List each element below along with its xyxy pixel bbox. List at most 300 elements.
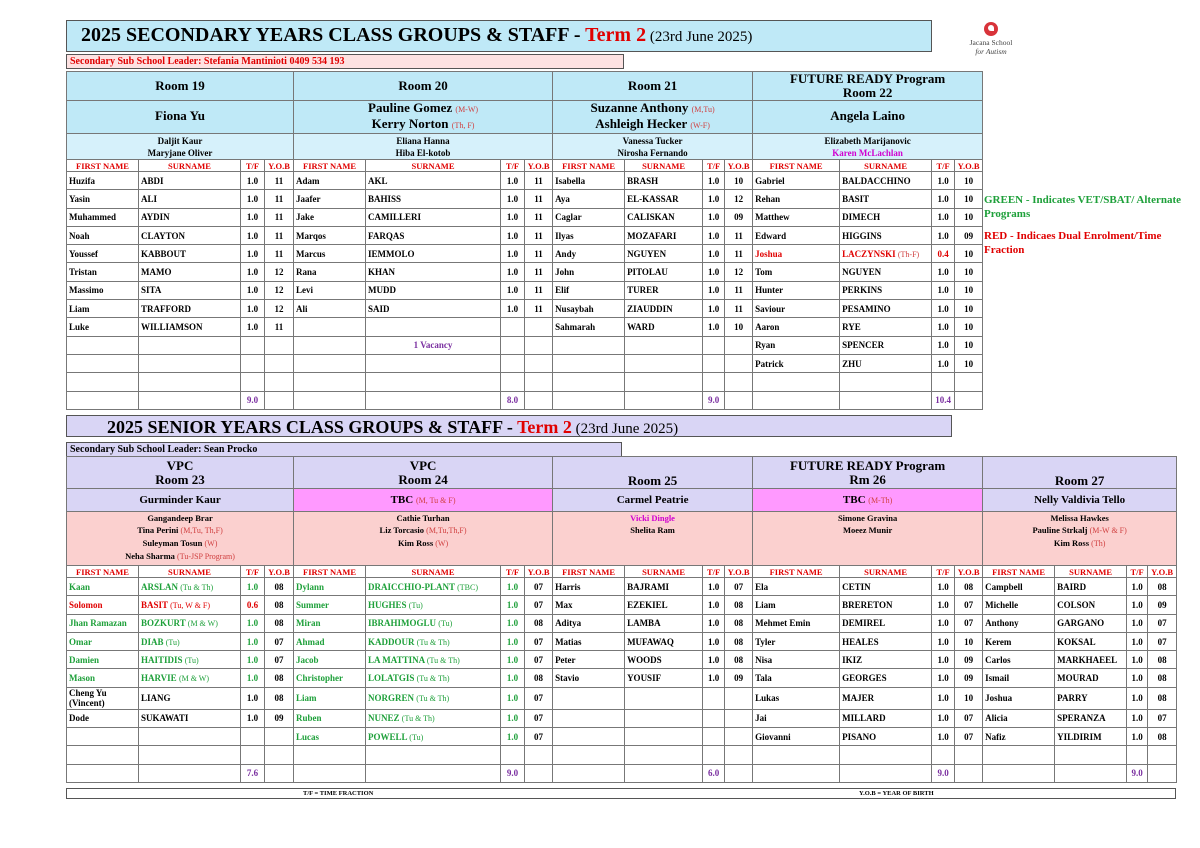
surname-text: CALISKAN [627,212,675,223]
student-time-fraction: 1.0 [932,226,955,244]
room-staff [553,134,753,160]
student-year-of-birth: 08 [1148,578,1177,596]
student-first-name [753,746,840,764]
student-surname [139,172,241,190]
student-time-fraction: 1.0 [703,669,725,687]
student-surname [139,300,241,318]
total-spacer [1148,764,1177,782]
surname-text: MOURAD [1057,673,1099,684]
student-time-fraction: 1.0 [241,226,265,244]
student-year-of-birth: 09 [725,669,753,687]
student-surname [840,336,932,354]
student-surname [139,281,241,299]
student-year-of-birth: 11 [525,281,553,299]
student-surname [1055,578,1127,596]
student-time-fraction: 1.0 [1127,709,1148,727]
column-header: T/F [703,160,725,172]
surname-text: PITOLAU [627,267,668,278]
student-surname [366,709,501,727]
student-year-of-birth: 08 [1148,669,1177,687]
student-first-name: Gabriel [753,172,840,190]
surname-text: MILLARD [842,713,886,724]
surname-text: BAJRAMI [627,581,670,592]
student-first-name: Ismail [983,669,1055,687]
secondary-title [66,20,932,52]
student-year-of-birth: 12 [265,281,294,299]
surname-text: NGUYEN [627,248,667,259]
surname-text: DEMIREL [842,618,886,629]
student-surname [139,651,241,669]
room-staff [983,512,1177,566]
surname-text: DIMECH [842,212,881,223]
surname-text: PISANO [842,731,877,742]
student-time-fraction: 1.0 [241,172,265,190]
surname-text: KHAN [368,267,396,278]
student-year-of-birth: 07 [955,596,983,614]
student-time-fraction: 1.0 [703,245,725,263]
surname-text: ZIAUDDIN [627,303,673,314]
student-days: (M & W) [187,619,218,629]
student-surname [139,373,241,391]
student-surname [139,336,241,354]
staff-days: (W) [435,539,449,548]
student-surname [139,263,241,281]
student-surname [625,245,703,263]
legend-green: GREEN - Indicates VET/SBAT/ Alternate Programs [984,194,1181,220]
student-time-fraction: 1.0 [501,596,525,614]
student-time-fraction: 1.0 [1127,596,1148,614]
surname-text: BRERETON [842,599,893,610]
footer-legend [66,788,1176,799]
room-total: 9.0 [241,391,265,409]
room-number: Rm 26 [849,471,886,487]
student-first-name: Saviour [753,300,840,318]
student-surname [1055,614,1127,632]
student-year-of-birth [265,728,294,746]
student-first-name: Ilyas [553,226,625,244]
column-header: FIRST NAME [553,566,625,578]
student-year-of-birth: 11 [265,172,294,190]
room-name [294,457,553,489]
surname-text: BOZKURT [141,618,186,629]
student-first-name: Caglar [553,208,625,226]
secondary-date: (23rd June 2025) [646,29,753,45]
total-spacer [366,764,501,782]
surname-text: LAMBA [627,618,661,629]
total-spacer [955,764,983,782]
student-first-name: Muhammed [67,208,139,226]
column-header: Y.O.B [525,160,553,172]
staff-days: (W) [204,539,218,548]
student-days: (Tu & Th) [416,637,450,647]
student-surname [366,354,501,372]
staff-name: Daljit Kaur [157,135,203,146]
student-time-fraction: 1.0 [932,669,955,687]
staff-name: Eliana Hanna [396,135,450,146]
room-total: 7.6 [241,764,265,782]
surname-text: HAITIDIS [141,654,183,665]
student-first-name: Christopher [294,669,366,687]
student-first-name: Campbell [983,578,1055,596]
staff-days: (M-W & F) [1089,526,1127,535]
surname-text: HUGHES [368,599,407,610]
student-year-of-birth: 08 [1148,651,1177,669]
surname-text: IBRAHIMOGLU [368,618,437,629]
student-year-of-birth [525,318,553,336]
surname-text: CAMILLERI [368,212,422,223]
room-total: 9.0 [932,764,955,782]
student-first-name: Carlos [983,651,1055,669]
student-surname [625,336,703,354]
total-spacer [725,764,753,782]
room-staff [294,512,553,566]
student-first-name: Ahmad [294,632,366,650]
student-surname [366,172,501,190]
student-first-name: Sahmarah [553,318,625,336]
student-first-name: Lukas [753,687,840,709]
student-surname [840,709,932,727]
staff-name: Simone Gravina [837,513,898,523]
student-year-of-birth: 10 [725,172,753,190]
student-surname [366,226,501,244]
student-first-name: Nisa [753,651,840,669]
staff-name: Shelita Ram [630,525,675,535]
room-number: Room 22 [842,85,893,100]
surname-text: GEORGES [842,673,887,684]
student-time-fraction: 1.0 [932,632,955,650]
staff-name: Pauline Strkalj [1032,525,1088,535]
student-first-name: Cheng Yu (Vincent) [67,687,139,709]
student-surname [625,318,703,336]
student-time-fraction [501,318,525,336]
surname-text: AYDIN [141,212,170,223]
student-first-name: Elif [553,281,625,299]
vacancy-label: 1 Vacancy [413,340,453,351]
student-first-name: Tyler [753,632,840,650]
surname-text: HIGGINS [842,230,882,241]
student-surname [366,281,501,299]
room-title: Room 19 [155,78,205,93]
student-first-name: Jai [753,709,840,727]
student-first-name: Adam [294,172,366,190]
senior-date: (23rd June 2025) [571,421,679,437]
student-year-of-birth: 07 [1148,632,1177,650]
student-year-of-birth: 11 [725,226,753,244]
student-first-name: Marqos [294,226,366,244]
student-year-of-birth: 07 [525,596,553,614]
student-first-name: Kaan [67,578,139,596]
surname-text: TURER [627,285,659,296]
student-first-name: Alicia [983,709,1055,727]
room-number: Room 27 [1054,473,1105,488]
student-surname [840,208,932,226]
student-surname [139,614,241,632]
student-time-fraction: 1.0 [703,172,725,190]
student-first-name: Marcus [294,245,366,263]
senior-title [66,415,952,437]
student-surname [625,651,703,669]
surname-text: NGUYEN [842,267,882,278]
student-surname [625,746,703,764]
student-year-of-birth [525,746,553,764]
student-surname [366,373,501,391]
student-time-fraction: 1.0 [703,614,725,632]
student-time-fraction: 1.0 [241,651,265,669]
student-time-fraction: 1.0 [501,669,525,687]
student-surname [366,190,501,208]
student-year-of-birth [1148,746,1177,764]
student-year-of-birth: 08 [525,614,553,632]
student-surname [840,578,932,596]
surname-text: DRAICCHIO-PLANT [368,581,455,592]
surname-text: WOODS [627,654,662,665]
column-header: SURNAME [366,566,501,578]
student-first-name: Hunter [753,281,840,299]
total-spacer [525,391,553,409]
student-first-name: Patrick [753,354,840,372]
student-first-name: Noah [67,226,139,244]
student-first-name: Rehan [753,190,840,208]
student-days: (TBC) [457,582,479,592]
room-teacher [553,101,753,134]
student-year-of-birth: 10 [955,632,983,650]
student-time-fraction: 1.0 [241,263,265,281]
senior-class-table [66,456,1177,783]
student-time-fraction: 1.0 [932,687,955,709]
student-time-fraction: 1.0 [932,281,955,299]
surname-text: MAMO [141,267,172,278]
total-spacer [294,391,366,409]
teacher-name: TBC [842,493,866,506]
column-header: FIRST NAME [294,566,366,578]
secondary-class-table [66,71,983,410]
student-time-fraction: 1.0 [501,263,525,281]
student-time-fraction [501,746,525,764]
student-first-name [753,373,840,391]
room-teacher [67,489,294,512]
student-year-of-birth: 11 [725,281,753,299]
surname-text: DIAB [141,636,164,647]
student-time-fraction: 1.0 [241,190,265,208]
student-first-name [67,746,139,764]
student-time-fraction: 1.0 [932,614,955,632]
student-time-fraction: 1.0 [241,632,265,650]
student-time-fraction: 1.0 [932,190,955,208]
column-header: T/F [932,160,955,172]
student-days: (Tu, W & F) [170,600,210,610]
surname-text: RYE [842,322,861,333]
student-surname [366,746,501,764]
surname-text: TRAFFORD [141,303,191,314]
student-first-name: Ryan [753,336,840,354]
surname-text: GARGANO [1057,618,1105,629]
student-surname [1055,669,1127,687]
student-first-name: Ruben [294,709,366,727]
student-surname [840,373,932,391]
total-spacer [67,764,139,782]
student-time-fraction: 1.0 [703,208,725,226]
room-title: VPC [409,457,437,473]
student-time-fraction: 1.0 [241,300,265,318]
student-first-name: Liam [294,687,366,709]
student-year-of-birth: 11 [265,226,294,244]
student-first-name: Matias [553,632,625,650]
student-surname [840,190,932,208]
student-first-name: Youssef [67,245,139,263]
staff-name: Neha Sharma [125,551,175,561]
surname-text: HEALES [842,636,879,647]
student-first-name [553,354,625,372]
student-surname [139,709,241,727]
student-year-of-birth: 07 [525,632,553,650]
secondary-leader: Secondary Sub School Leader: Stefania Mantinioti 0409 534 193 [66,54,624,69]
total-spacer [265,391,294,409]
surname-text: YILDIRIM [1057,731,1102,742]
student-surname [1055,596,1127,614]
surname-text: HARVIE [141,673,177,684]
student-first-name: Joshua [983,687,1055,709]
surname-text: WARD [627,322,655,333]
student-time-fraction: 1.0 [1127,651,1148,669]
student-time-fraction: 1.0 [932,318,955,336]
column-header: T/F [501,566,525,578]
surname-text: LA MATTINA [368,654,425,665]
column-header: Y.O.B [725,160,753,172]
student-days: (Tu) [165,637,180,647]
student-year-of-birth: 08 [725,614,753,632]
student-surname [1055,746,1127,764]
surname-text: ZHU [842,358,862,369]
student-first-name: Lucas [294,728,366,746]
footer-tf: T/F = TIME FRACTION [303,790,374,797]
student-time-fraction [1127,746,1148,764]
student-first-name [67,373,139,391]
student-time-fraction [932,373,955,391]
column-header: Y.O.B [265,566,294,578]
student-year-of-birth: 08 [265,596,294,614]
column-header: FIRST NAME [983,566,1055,578]
teacher-days: (W-F) [690,121,710,130]
student-time-fraction: 1.0 [703,281,725,299]
student-first-name: Nusaybah [553,300,625,318]
student-year-of-birth: 09 [955,226,983,244]
student-time-fraction [501,373,525,391]
student-first-name: Joshua [753,245,840,263]
room-staff [753,134,983,160]
student-year-of-birth: 11 [265,208,294,226]
student-surname [1055,687,1127,709]
student-time-fraction: 1.0 [241,687,265,709]
student-first-name: Jake [294,208,366,226]
surname-text: NORGREN [368,693,415,704]
student-time-fraction: 1.0 [703,263,725,281]
student-time-fraction: 1.0 [501,632,525,650]
staff-days: (M,Tu, Th,F) [180,526,223,535]
logo-line2: for Autism [975,47,1007,56]
student-first-name: Andy [553,245,625,263]
student-surname [139,746,241,764]
student-surname [625,373,703,391]
student-year-of-birth: 08 [725,632,753,650]
room-name [553,72,753,101]
student-first-name [67,728,139,746]
student-surname [366,578,501,596]
student-time-fraction [501,354,525,372]
student-first-name: Massimo [67,281,139,299]
student-time-fraction: 0.6 [241,596,265,614]
student-first-name: Matthew [753,208,840,226]
surname-text: MUDD [368,285,397,296]
student-year-of-birth [525,354,553,372]
student-surname [139,669,241,687]
teacher-days: (M, Tu & F) [415,495,456,505]
student-first-name: Dylann [294,578,366,596]
teacher-days: (Th, F) [451,121,475,130]
student-first-name [553,728,625,746]
room-teacher [67,101,294,134]
student-first-name: Aya [553,190,625,208]
teacher-name: Fiona Yu [155,108,205,123]
surname-text: KABBOUT [141,248,187,259]
student-year-of-birth [725,336,753,354]
student-time-fraction: 1.0 [241,318,265,336]
student-first-name: Ela [753,578,840,596]
student-year-of-birth: 08 [725,596,753,614]
surname-text: BAIRD [1057,581,1087,592]
student-surname [625,281,703,299]
column-header: FIRST NAME [294,160,366,172]
student-first-name: John [553,263,625,281]
column-header: SURNAME [366,160,501,172]
room-name [753,72,983,101]
student-year-of-birth: 07 [955,614,983,632]
surname-text: PESAMINO [842,303,891,314]
student-surname [366,632,501,650]
student-time-fraction: 1.0 [703,318,725,336]
student-year-of-birth [725,687,753,709]
student-first-name [553,373,625,391]
surname-text: SPENCER [842,340,885,351]
student-surname [840,687,932,709]
student-first-name: Jhan Ramazan [67,614,139,632]
student-days: (Tu) [409,732,424,742]
room-total: 6.0 [703,764,725,782]
student-first-name [294,746,366,764]
student-first-name: Max [553,596,625,614]
teacher-days: (M,Tu) [691,105,715,114]
student-surname [625,669,703,687]
student-year-of-birth: 08 [1148,687,1177,709]
student-first-name [67,336,139,354]
student-time-fraction: 1.0 [703,651,725,669]
student-first-name: Rana [294,263,366,281]
student-time-fraction: 1.0 [241,709,265,727]
column-header: T/F [501,160,525,172]
student-first-name: Levi [294,281,366,299]
student-time-fraction: 1.0 [501,190,525,208]
student-days: (Tu) [184,655,199,665]
total-spacer [1055,764,1127,782]
student-first-name: Ali [294,300,366,318]
student-surname [139,318,241,336]
column-header: FIRST NAME [753,160,840,172]
student-first-name [553,709,625,727]
student-year-of-birth: 09 [725,208,753,226]
student-time-fraction: 1.0 [932,208,955,226]
student-surname [366,669,501,687]
surname-text: YOUSIF [627,673,662,684]
surname-text: SUKAWATI [141,713,189,724]
